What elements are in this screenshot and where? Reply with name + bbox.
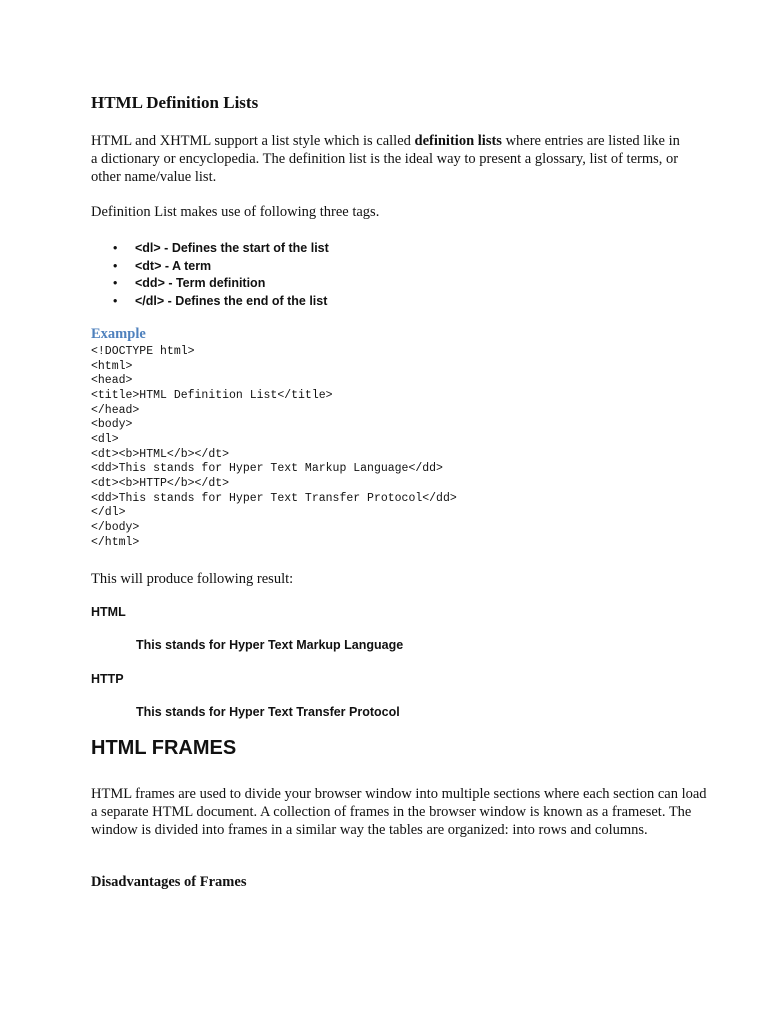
list-item-text: <dl> - Defines the start of the list <box>135 241 329 255</box>
intro-text-end: where entries are listed like in a dictionary or encyclopedia. The definition list is the ideal way to present a glossary, list of terms, or other name/value list. <box>91 133 680 185</box>
example-heading: Example <box>91 326 146 342</box>
bullet: • <box>113 276 118 290</box>
result-term-http: HTTP <box>91 672 124 686</box>
list-item <box>113 240 329 258</box>
intro-bold-term: definition lists <box>414 133 502 149</box>
bullet: • <box>113 258 118 273</box>
tags-list <box>113 240 329 310</box>
bullet: • <box>113 241 118 255</box>
result-intro: This will produce following result: <box>91 571 294 587</box>
intro-paragraph <box>91 132 681 186</box>
result-definition-http: This stands for Hyper Text Transfer Protocol <box>136 705 400 719</box>
result-definition-html: This stands for Hyper Text Markup Language <box>136 638 404 652</box>
tags-intro-paragraph: Definition List makes use of following three tags. <box>91 204 380 220</box>
section-title-definition-lists: HTML Definition Lists <box>91 93 259 112</box>
list-item <box>113 293 329 311</box>
list-item <box>113 258 329 276</box>
frames-paragraph: HTML frames are used to divide your browser window into multiple sections where each section can load a separate HTML document. A collection of frames in the browser window is known as a frameset. The window is divided into frames in a similar way the tables are organized: into rows and columns. <box>91 786 707 838</box>
list-item-text: </dl> - Defines the end of the list <box>135 293 328 308</box>
disadvantages-heading: Disadvantages of Frames <box>91 874 247 890</box>
code-example: <!DOCTYPE html> <html> <head> <title>HTML Definition List</title> </head> <body> <dl> <dt><b>HTML</b></dt> <dd>This stands for Hyper Text Markup Language</dd> <dt><b>HTTP</b></dt> <dd>This stands for Hyper Text Transfer Protocol</dd> </dl> </body> </html> <box>91 345 457 549</box>
intro-text-start: HTML and XHTML support a list style which is called <box>91 133 415 149</box>
list-item <box>113 275 329 293</box>
section-title-frames: HTML FRAMES <box>91 737 237 759</box>
list-item-text: <dt> - A term <box>135 258 212 273</box>
list-item-text: <dd> - Term definition <box>135 276 266 290</box>
bullet: • <box>113 293 118 308</box>
result-term-html: HTML <box>91 605 126 619</box>
